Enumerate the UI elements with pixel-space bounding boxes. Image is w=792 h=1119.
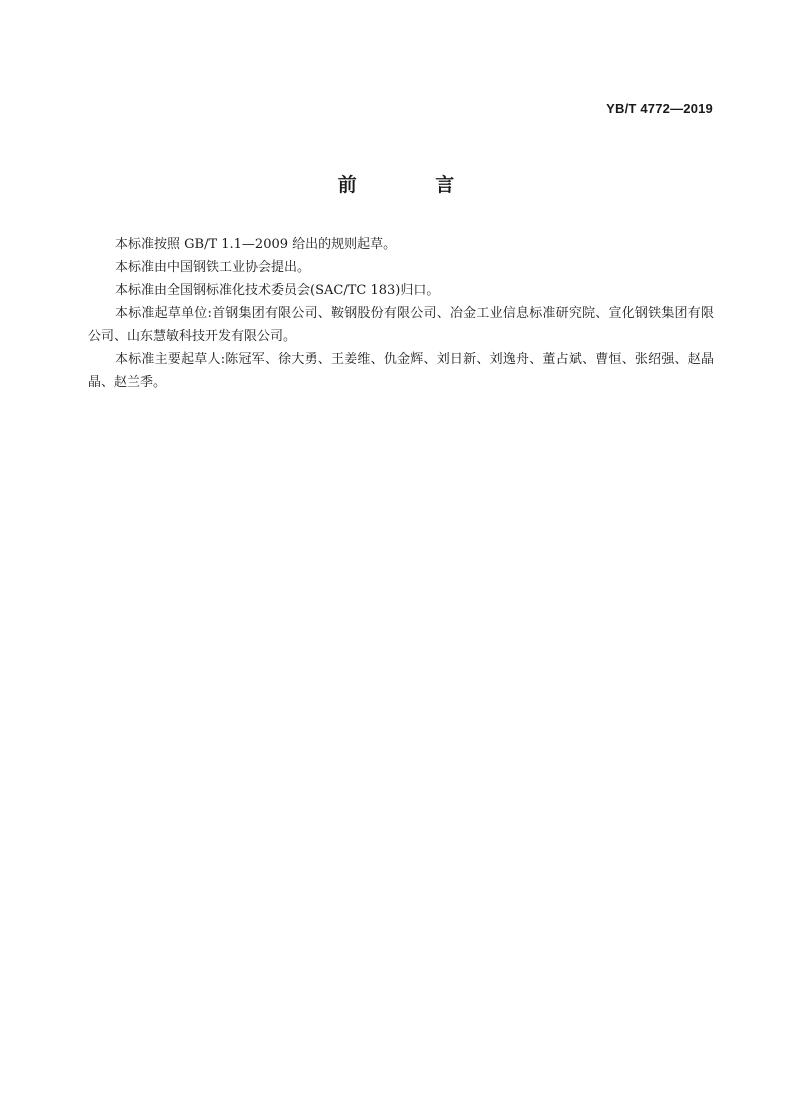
paragraph-drafting-units: 本标准起草单位:首钢集团有限公司、鞍钢股份有限公司、冶金工业信息标准研究院、宣化钢铁集团有限公司、山东慧敏科技开发有限公司。 bbox=[88, 306, 714, 344]
paragraph-drafters: 本标准主要起草人:陈冠军、徐大勇、王姜维、仇金辉、刘日新、刘逸舟、董占斌、曹恒、张绍强、赵晶晶、赵兰季。 bbox=[88, 352, 714, 390]
standard-code: YB/T 4772—2019 bbox=[606, 101, 713, 116]
document-body bbox=[88, 233, 714, 394]
paragraph-drafting-rules: 本标准按照 GB/T 1.1—2009 给出的规则起草。 bbox=[115, 237, 397, 252]
paragraph-proposer: 本标准由中国钢铁工业协会提出。 bbox=[115, 260, 311, 275]
page-title: 前 言 bbox=[337, 174, 491, 196]
paragraph-committee: 本标准由全国钢标准化技术委员会(SAC/TC 183)归口。 bbox=[115, 283, 440, 298]
